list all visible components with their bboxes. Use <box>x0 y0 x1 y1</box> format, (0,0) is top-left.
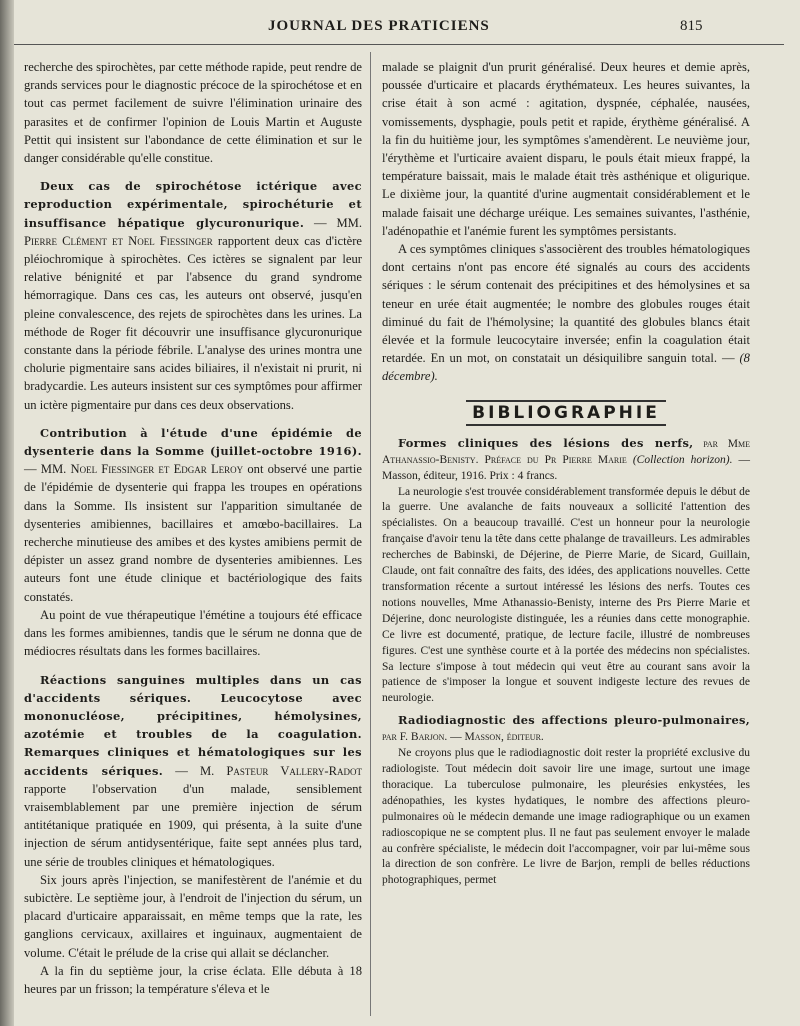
article-body: rapportent deux cas d'ictère pléiochromique à spirochètes. Ces ictères se signalent par leur relative bénignité et par l'absence du grand syndrome hémorragique. Dans ces cas, les auteurs ont observé, jusqu'en pleine convalescence, des rejets de spirochètes dans les urines. La méthode de Roger fit découvrir une insuffisance glycuronurique constante dans la période fébrile. L'analyse des urines montra une cholurie pigmentaire sans acides biliaires, il n'existait ni prurit, ni bradycardie. Les auteurs insistent sur ces symptômes pour affirmer un ictère pigmentaire pur dans ces deux observations. <box>24 233 362 412</box>
article-authors: — MM. Noel Fiessinger et Edgar Leroy <box>24 462 244 477</box>
article-body: A ces symptômes cliniques s'associèrent des troubles hématologiques dont certains n'ont pas encore été signalés au cours des accidents sériques : le sérum contenait des précipitines et des hémolysines et sa teneur en urée était augmentée; le nombre des globules rouges était diminué du fait de l'hémolysine; la quantité des globules blancs était élevée et la formule leucocytaire inversée; enfin la coagulation était retardée. En un mot, on constatait un désiquilibre sanguin total. — <box>382 242 750 366</box>
article-body: rapporte l'observation d'un malade, sensiblement vraisemblablement par une première injection de sérum antitétanique pratiquée en 1909, qui présenta, à la suite d'une injection de sérum antidysentérique, faite sept années plus tard, une série de troubles cliniques et hématologiques. <box>24 781 362 869</box>
article-body-paragraph: A la fin du septième jour, la crise éclata. Elle débuta à 18 heures par un frisson; la température s'éleva et le <box>24 963 362 996</box>
article-title: Deux cas de spirochétose ictérique avec reproduction expérimentale, spirochéturie et insuffisance hépatique glycuronurique. <box>24 179 362 230</box>
bibliography-heading: BIBLIOGRAPHIE <box>466 400 666 426</box>
article-deux-cas <box>24 177 362 414</box>
right-column <box>382 58 750 889</box>
page-binding-shadow <box>0 0 14 1026</box>
article-title: Contribution à l'étude d'une épidémie de dysenterie dans la Somme (juillet-octobre 1916). <box>24 425 362 459</box>
article-reactions-sanguines <box>24 671 362 871</box>
left-column <box>24 58 362 998</box>
intro-paragraph: recherche des spirochètes, par cette méthode rapide, peut rendre de grands services pour le diagnostic précoce de la spirochétose et en tout cas permet facilement de suivre l'élimination urinaire des parasites et de confirmer l'opinion de Louis Martin et Auguste Pettit qui insistent sur l'abondance de cette élimination et sur le danger considérable qu'elle constitue. <box>24 60 362 166</box>
article-dysenterie <box>24 424 362 606</box>
bib-entry-collection: (Collection horizon). <box>632 453 733 466</box>
bibliography-heading-wrap <box>382 400 750 426</box>
bib-entry-radiodiagnostic <box>382 713 750 746</box>
column-rule <box>370 52 371 1016</box>
bib-entry-meta: par Mme Athanassio-Benisty. Préface du Pr Pierre Marie <box>382 437 750 466</box>
article-authors: — M. Pasteur Vallery-Radot <box>175 763 363 778</box>
bib-entry-publisher: — Masson, éditeur, 1916. Prix : 4 francs. <box>382 453 751 482</box>
bib-entry-title: Formes cliniques des lésions des nerfs, <box>398 435 694 450</box>
bib-entry-formes-cliniques <box>382 436 750 485</box>
article-date: (8 décembre). <box>382 351 750 384</box>
article-paragraph <box>382 240 750 386</box>
article-body-paragraph: Six jours après l'injection, se manifestèrent de l'anémie et du subictère. Le septième jour, à l'endroit de l'injection du sérum, un placard d'urticaire apparaissait, en même temps que la rate, les ganglions cervicaux, axillaires et inguinaux, augmentaient de volume. C'était le prélude de la crise qui allait se déclancher. <box>24 872 362 960</box>
article-authors: — MM. Pierre Clément et Noel Fiessinger <box>24 215 362 248</box>
running-header <box>0 18 800 44</box>
article-body-paragraph: Au point de vue thérapeutique l'émétine a toujours été efficace dans les formes amibiennes, tandis que le sérum ne donna que de médiocres résultats dans les formes bacillaires. <box>24 607 362 659</box>
page-number: 815 <box>680 18 703 34</box>
bib-entry-body: Ne croyons plus que le radiodiagnostic doit rester la propriété exclusive du radiologiste. Tout médecin doit savoir lire une image, surtout une image thoracique. La tuberculose pulmonaire, les pleurésies enkystées, les adénopathies, les kystes hydatiques, le nombre des affections pleuro-pulmonaires où le médecin demande une image radiographique ou un examen radioscopique ne se comptent plus. Il ne faut pas seulement envoyer le malade au confrère spécialiste, le médecin doit l'accompagner, voir par lui-même sous la direction de son confrère. Le livre de Barjon, rempli de belles réductions photographiques, permet <box>382 747 750 887</box>
bib-entry-title: Radiodiagnostic des affections pleuro-pulmonaires, <box>398 713 750 728</box>
article-title: Réactions sanguines multiples dans un cas d'accidents sériques. Leucocytose avec mononucléose, précipitines, hémolysines, azotémie et troubles de la coagulation. Remarques cliniques et hématologiques sur les accidents sériques. <box>24 672 362 778</box>
bib-entry-meta: par F. Barjon. — Masson, éditeur. <box>382 731 544 744</box>
bib-entry-body: La neurologie s'est trouvée considérablement transformée depuis le début de la guerre. Une avalanche de faits nouveaux a sollicité l'attention des spécialistes. On a beaucoup travaillé. C'est un honneur pour la neurologie française d'avoir tenu la tête dans cette phalange de travailleurs. Les admirables recherches de Babinski, de Déjerine, de Pierre Marie, de Sicard, Guillain, Claude, ont fait connaître des faits, des idées, des applications nouvelles. Cette transformation récente a surtout intéressé les lésions des nerfs. Toutes ces notions nouvelles, Mme Athanassio-Benisty, interne des Prs Pierre Marie et Déjerine, donc neurologiste distinguée, les a réunies dans cette monographie. Ce livre est documenté, pratique, de lecture facile, illustré de nombreuses figures. C'est une synthèse courte et à la portée des médecins non spécialistes. Sa lecture s'impose à tout médecin qui veut être au courant sans avoir la patience de s'imposer la longue et souvent indigeste lecture des revues de neurologie. <box>382 485 750 705</box>
journal-title: JOURNAL DES PRATICIENS <box>268 18 490 34</box>
article-continuation: malade se plaignit d'un prurit généralisé. Deux heures et demie après, poussée d'urticaire et placards érythémateux. Les heures suivantes, la crise était à son acmé : agitation, dyspnée, céphalée, nausées, vomissements, dysphagie, pouls petit et rapide, érythème généralisé. A la fin du huitième jour, les symptômes s'amendèrent. Le neuvième jour, l'érythème et l'urticaire avaient disparu, le pouls était mieux frappé, la température baissait, mais le malade était très asthénique et oligurique. Le dixième jour, la quantité d'urine augmentait considérablement et le malade faisait une décharge uréique. Les semaines suivantes, l'asthénie, l'adénopathie et l'anémie furent les symptômes persistants. <box>382 60 750 238</box>
bibliography-section <box>382 436 750 889</box>
header-rule <box>14 44 784 45</box>
article-body: ont observé une partie de l'épidémie de dysenterie qui frappa les troupes en opérations dans la Somme. Ils insistent sur l'apparition simultanée de dysenteries amibiennes, bacillaires et amœbo-bacillaires. La recherche minutieuse des amibes et des kystes amibiens permit de dépister un assez grand nombre de dysenteries amibiennes. Les auteurs font une étude clinique et bactériologique des faits constatés. <box>24 462 362 604</box>
